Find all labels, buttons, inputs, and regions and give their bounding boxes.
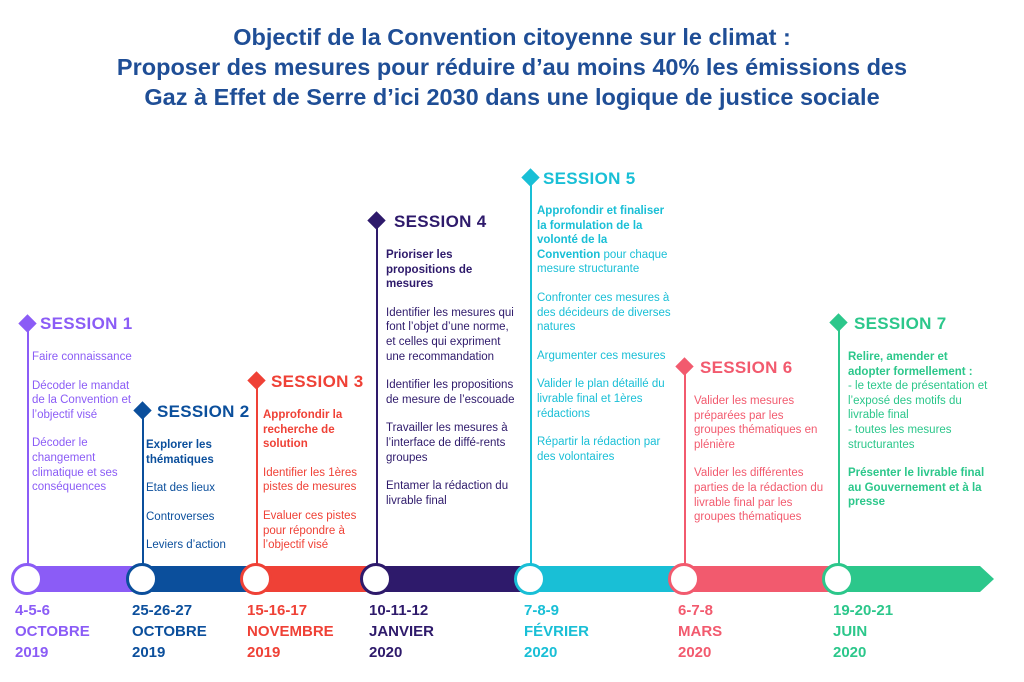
date-days: 4-5-6 xyxy=(15,602,51,619)
session-text: Décoder le mandat de la Convention et l’objectif visé xyxy=(32,379,132,421)
session-text: Identifier les propositions de mesure de l’escouade xyxy=(386,379,515,406)
date-year: 2020 xyxy=(369,644,403,661)
timeline-node xyxy=(668,563,700,595)
diamond-icon xyxy=(367,211,385,229)
session-lead-bold: Approfondir et finaliser la formulation de la volonté de la Convention xyxy=(537,205,665,261)
date-year: 2019 xyxy=(132,644,166,661)
session-label: SESSION 5 xyxy=(543,169,636,188)
session-lead: Approfondir la recherche de solution xyxy=(263,409,343,451)
timeline-node xyxy=(514,563,546,595)
session-text: Valider les mesures préparées par les groupes thématiques en plénière xyxy=(694,395,818,451)
session-label: SESSION 1 xyxy=(40,314,133,333)
session-lead-rest: pour chaque mesure structurante xyxy=(537,248,668,276)
session-label: SESSION 7 xyxy=(854,314,947,333)
date-month: OCTOBRE xyxy=(15,623,90,640)
session-date-5 xyxy=(524,600,589,663)
date-month: JANVIER xyxy=(369,623,435,640)
timeline-node xyxy=(822,563,854,595)
title-line-1: Objectif de la Convention citoyenne sur le climat : xyxy=(233,24,791,50)
timeline-band-4 xyxy=(378,566,531,592)
session-text: Faire connaissance xyxy=(32,351,132,363)
session-lead: Relire, amender et adopter formellement : xyxy=(848,351,973,378)
timeline-arrow-icon xyxy=(980,566,994,592)
session-text: Entamer la rédaction du livrable final xyxy=(386,480,509,507)
diamond-icon xyxy=(675,357,693,375)
date-year: 2020 xyxy=(524,644,558,661)
date-year: 2020 xyxy=(678,644,712,661)
session-date-4 xyxy=(369,600,434,663)
session-lead xyxy=(537,204,672,277)
date-days: 19-20-21 xyxy=(833,602,894,619)
title-line-3: Gaz à Effet de Serre d’ici 2030 dans une logique de justice sociale xyxy=(144,84,880,110)
timeline-node xyxy=(240,563,272,595)
session-date-2 xyxy=(132,600,207,663)
session-text: Identifier les 1ères pistes de mesures xyxy=(263,466,357,494)
title-line-2: Proposer des mesures pour réduire d’au moins 40% les émissions des xyxy=(116,54,908,80)
diamond-icon xyxy=(829,313,847,331)
date-days: 25-26-27 xyxy=(132,602,193,619)
date-month: FÉVRIER xyxy=(524,623,590,640)
session-text: Evaluer ces pistes pour répondre à l’objectif visé xyxy=(263,509,357,552)
session-text: Leviers d’action xyxy=(146,539,226,552)
session-lead: Prioriser les propositions de mesures xyxy=(386,249,473,291)
session-text: Identifier les mesures qui font l’objet d’une norme, et celles qui expriment une recommandation xyxy=(386,306,514,363)
timeline-band-7 xyxy=(839,566,980,592)
session-description xyxy=(537,204,672,478)
session-lead: Explorer les thématiques xyxy=(146,439,214,466)
timeline-node xyxy=(126,563,158,595)
session-description xyxy=(32,350,132,509)
session-description xyxy=(848,350,992,524)
date-year: 2019 xyxy=(247,644,281,661)
session-text: Controverses xyxy=(146,510,215,523)
session-text: Travailler les mesures à l’interface de diffé-rents groupes xyxy=(386,422,508,464)
date-month: OCTOBRE xyxy=(132,623,207,640)
session-text: Etat des lieux xyxy=(146,482,216,495)
timeline-band-6 xyxy=(685,566,839,592)
date-month: JUIN xyxy=(833,623,868,640)
session-tail: Présenter le livrable final au Gouvernement et à la presse xyxy=(848,467,985,509)
session-label: SESSION 6 xyxy=(700,358,793,377)
diamond-icon xyxy=(133,401,151,419)
diamond-icon xyxy=(18,314,36,332)
date-days: 6-7-8 xyxy=(678,602,714,619)
session-text: - le texte de présentation et l’exposé des motifs du livrable final xyxy=(848,380,988,422)
timeline-node xyxy=(11,563,43,595)
diamond-icon xyxy=(247,371,265,389)
session-text: Décoder le changement climatique et ses conséquences xyxy=(32,437,118,494)
session-description xyxy=(694,394,828,539)
date-year: 2019 xyxy=(15,644,49,661)
date-month: MARS xyxy=(678,623,723,640)
session-text: Valider le plan détaillé du livrable final et 1ères rédactions xyxy=(537,378,665,420)
session-text: - toutes les mesures structurantes xyxy=(848,423,952,451)
session-description xyxy=(386,248,520,522)
session-text: Argumenter ces mesures xyxy=(537,349,666,362)
page-title xyxy=(0,22,1024,112)
timeline-band-5 xyxy=(531,566,685,592)
session-date-1 xyxy=(15,600,90,663)
date-month: NOVEMBRE xyxy=(247,623,334,640)
session-date-3 xyxy=(247,600,334,663)
session-text: Confronter ces mesures à des décideurs de diverses natures xyxy=(537,291,671,334)
date-days: 7-8-9 xyxy=(524,602,560,619)
session-description xyxy=(263,408,371,567)
session-text: Répartir la rédaction par des volontaires xyxy=(537,436,661,463)
session-label: SESSION 3 xyxy=(271,372,364,391)
date-days: 15-16-17 xyxy=(247,602,308,619)
session-description xyxy=(146,438,244,567)
session-label: SESSION 2 xyxy=(157,402,250,421)
diamond-icon xyxy=(521,168,539,186)
date-year: 2020 xyxy=(833,644,867,661)
session-label: SESSION 4 xyxy=(394,212,487,231)
session-text: Valider les différentes parties de la rédaction du livrable final par les groupes thématiques xyxy=(694,467,824,524)
date-days: 10-11-12 xyxy=(369,602,429,619)
timeline-node xyxy=(360,563,392,595)
session-date-7 xyxy=(833,600,893,663)
session-date-6 xyxy=(678,600,722,663)
